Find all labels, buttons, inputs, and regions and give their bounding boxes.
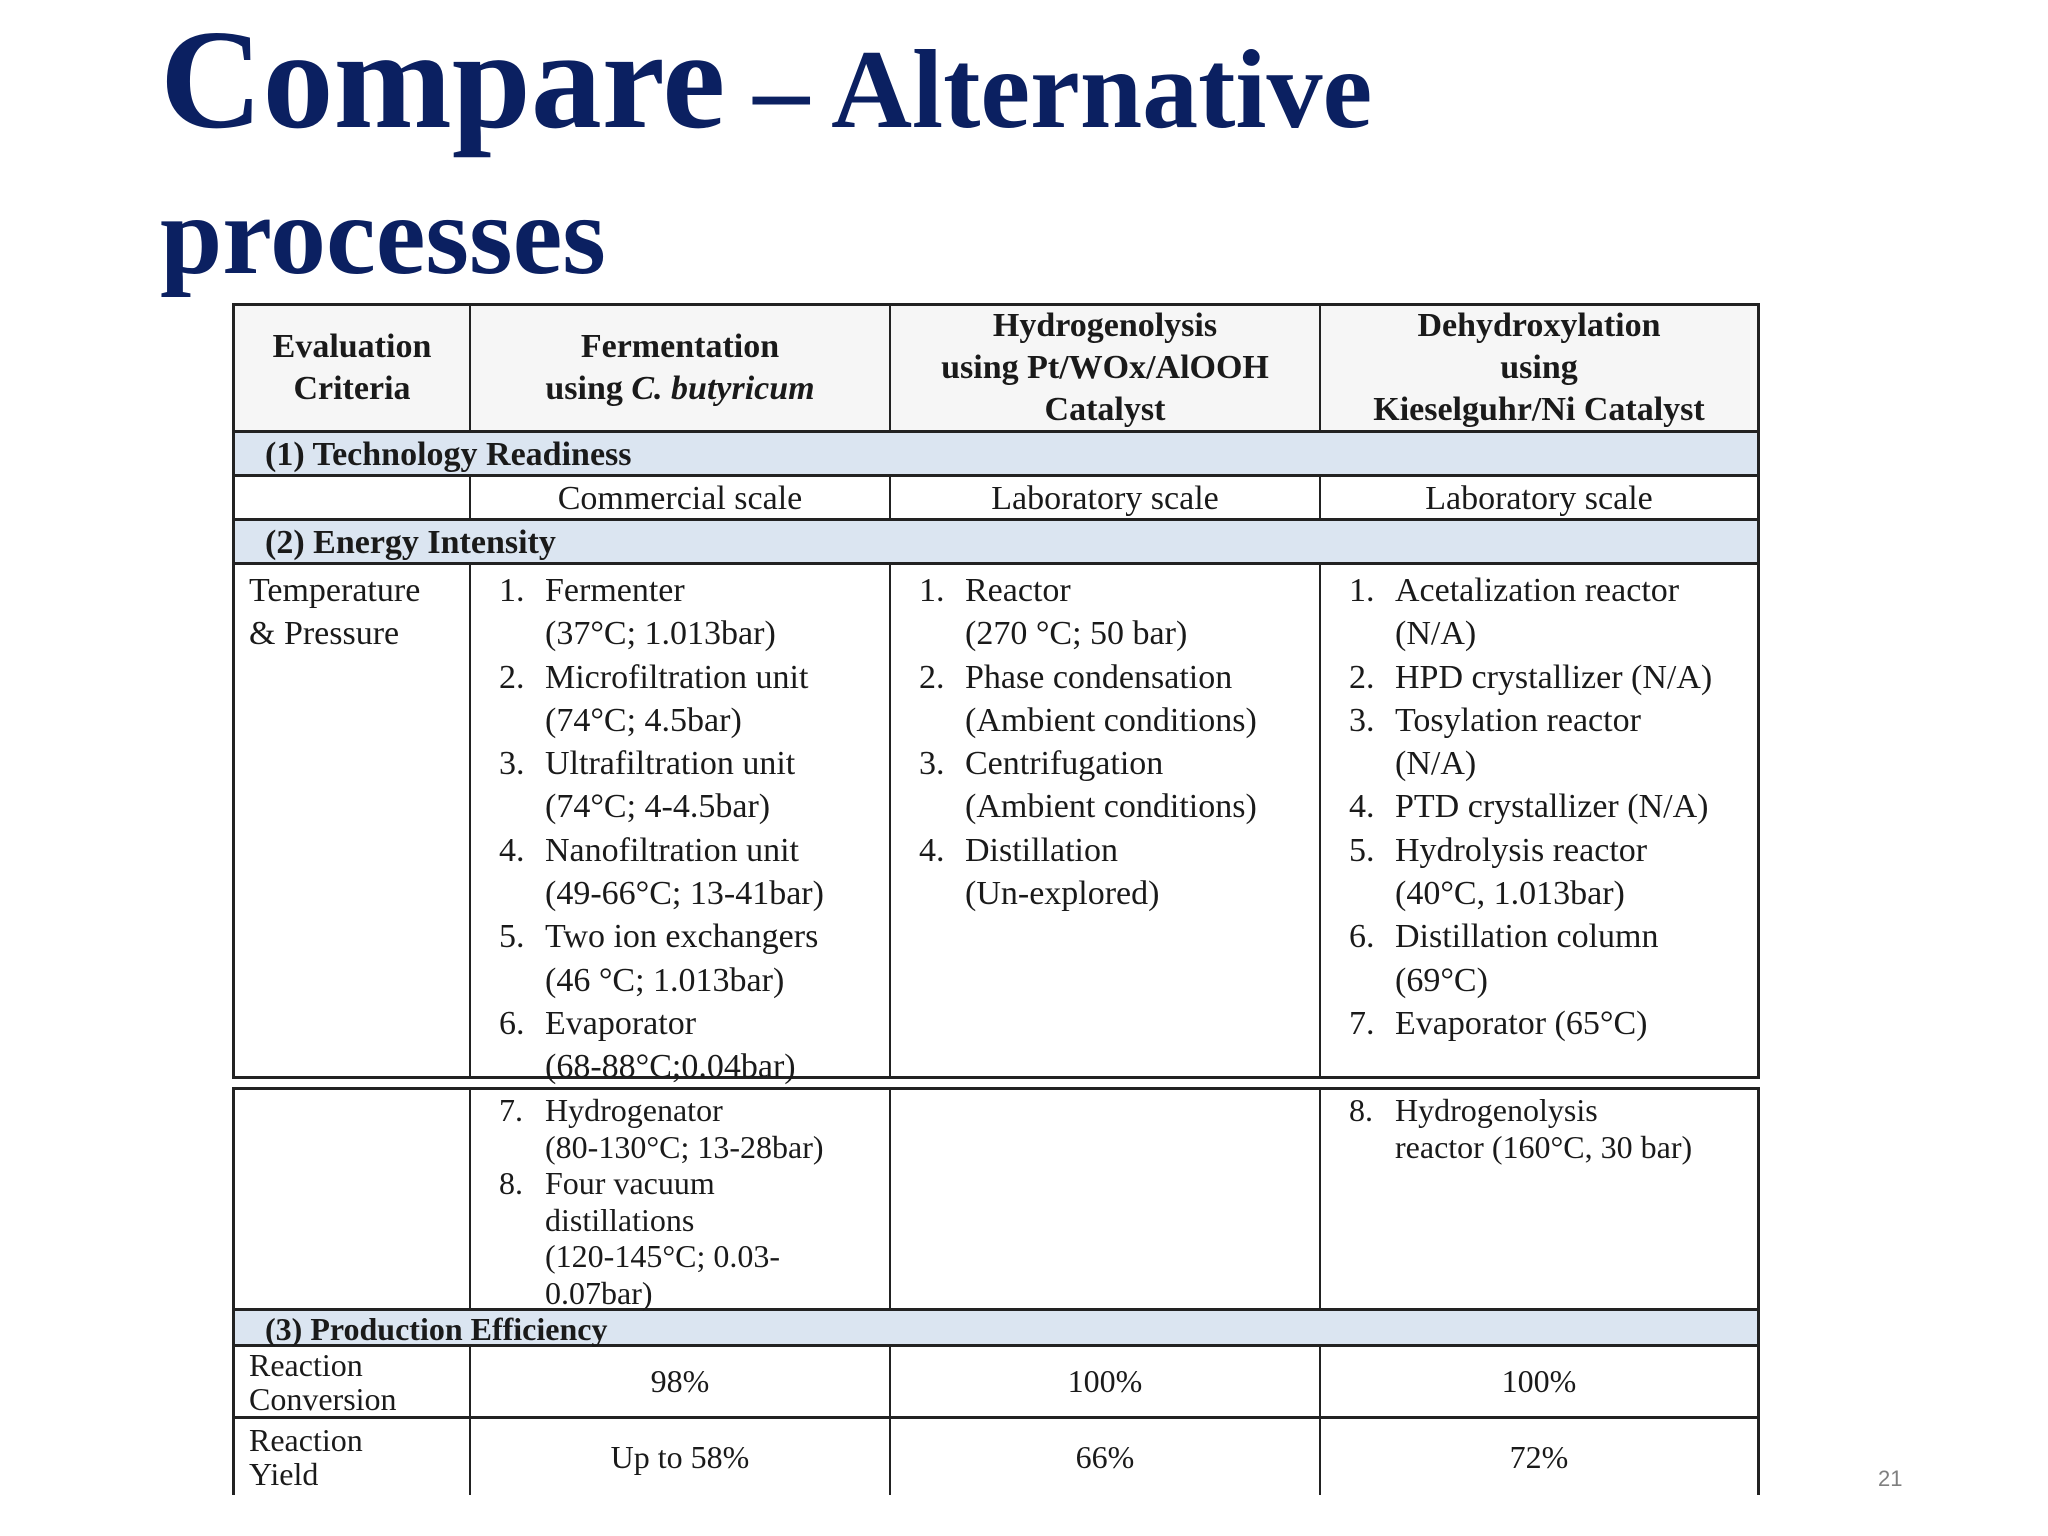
fermentation-steps-list [471, 569, 889, 1089]
list-item-line: (80-130°C; 13-28bar) [545, 1128, 824, 1165]
list-item-step: Evaporator [545, 1004, 697, 1042]
comparison-table [232, 303, 1760, 1495]
dehydroxylation-step [1349, 1002, 1757, 1045]
header-hydrogenolysis-line1: Hydrogenolysis [992, 307, 1218, 344]
list-item-number: 1. [1349, 572, 1375, 609]
header-dehydroxylation-line1: Dehydroxylation [1417, 307, 1661, 344]
list-item-text [1395, 785, 1708, 828]
header-dehydroxylation-line3: Kieselguhr/Ni Catalyst [1373, 391, 1705, 428]
list-item-text [1395, 699, 1641, 786]
list-item-text [965, 829, 1159, 916]
list-item-conditions: (68-88°C;0.04bar) [545, 1048, 796, 1086]
fermentation-steps-list-continued [471, 1092, 889, 1311]
list-item-text [965, 656, 1257, 743]
list-item-conditions: (40°C, 1.013bar) [1395, 875, 1625, 913]
list-item-text [545, 569, 776, 656]
fermentation-step [499, 656, 889, 743]
list-item-step: Tosylation reactor [1395, 701, 1641, 739]
list-item-number: 7. [1349, 1004, 1375, 1042]
list-item-number: 3. [499, 745, 525, 783]
fermentation-step [499, 829, 889, 916]
fermentation-step [499, 569, 889, 656]
fermentation-step [499, 1165, 889, 1311]
table-row-technology-readiness [232, 477, 1760, 521]
eic-fermentation-cell [471, 1090, 891, 1311]
list-item-number: 1. [919, 572, 945, 609]
list-item-line: 0.07bar) [545, 1274, 653, 1311]
list-item-number: 1. [499, 572, 525, 609]
header-criteria-line2: Criteria [293, 370, 411, 407]
dehydroxylation-step [1349, 569, 1757, 656]
header-fermentation-organism: C. butyricum [631, 370, 815, 407]
yield-hydrogenolysis-cell: 66% [891, 1419, 1321, 1495]
fermentation-step [499, 742, 889, 829]
yield-fermentation-cell: Up to 58% [471, 1419, 891, 1495]
list-item-step: Nanofiltration unit [545, 831, 800, 869]
dehydroxylation-steps-list-continued [1321, 1092, 1757, 1165]
list-item-conditions: (46 °C; 1.013bar) [545, 961, 785, 999]
conversion-criteria-cell [235, 1347, 471, 1416]
ei-criteria-cell [235, 565, 471, 1076]
list-item-number: 2. [919, 658, 945, 696]
list-item-conditions: (49-66°C; 13-41bar) [545, 875, 824, 913]
section-production-efficiency: (3) Production Efficiency [232, 1311, 1760, 1347]
list-item-conditions: (37°C; 1.013bar) [545, 615, 776, 653]
yield-dehydroxylation-cell: 72% [1509, 1438, 1569, 1475]
hydrogenolysis-step [919, 656, 1319, 743]
list-item-number: 2. [499, 658, 525, 696]
list-item-step: Distillation column [1395, 918, 1659, 956]
table-row-reaction-yield [232, 1419, 1760, 1495]
list-item-conditions: (Un-explored) [965, 875, 1160, 913]
hydrogenolysis-steps-list [891, 569, 1319, 915]
ei-fermentation-cell [471, 565, 891, 1086]
list-item-number: 6. [1349, 918, 1375, 956]
ei-criteria-line1: Temperature [249, 572, 421, 609]
title-alternative: Alternative [831, 28, 1373, 152]
list-item-text [965, 569, 1187, 656]
list-item-line: Hydrogenolysis [1395, 1092, 1598, 1128]
list-item-number: 5. [1349, 831, 1375, 869]
list-item-text [1395, 569, 1679, 656]
list-item-line: Hydrogenator [545, 1092, 723, 1128]
eic-dehydroxylation-cell [1321, 1090, 1757, 1308]
dehydroxylation-step [1349, 785, 1757, 828]
table-row-energy-intensity-continued [232, 1087, 1760, 1311]
conversion-criteria-line1: Reaction [249, 1346, 363, 1383]
list-item-number: 4. [919, 831, 945, 869]
list-item-number: 4. [499, 831, 525, 869]
list-item-number: 2. [1349, 658, 1375, 696]
page-number: 21 [1878, 1466, 1903, 1491]
header-fermentation [471, 306, 891, 430]
dehydroxylation-step [1349, 656, 1757, 699]
header-hydrogenolysis [891, 306, 1321, 430]
list-item-number: 3. [919, 745, 945, 783]
tr-hydrogenolysis-cell: Laboratory scale [891, 477, 1321, 518]
list-item-line: (120-145°C; 0.03- [545, 1238, 780, 1274]
list-item-conditions: (74°C; 4-4.5bar) [545, 788, 771, 826]
ei-dehydroxylation-cell [1321, 565, 1757, 1076]
dehydroxylation-steps-list [1321, 569, 1757, 1045]
header-fermentation-line2: using [545, 370, 632, 407]
tr-dehydroxylation-cell: Laboratory scale [1425, 480, 1653, 517]
list-item-step: HPD crystallizer (N/A) [1395, 658, 1713, 696]
list-item-conditions: (270 °C; 50 bar) [965, 615, 1188, 653]
hydrogenolysis-step [919, 742, 1319, 829]
list-item-conditions: (69°C) [1395, 961, 1488, 999]
list-item-number: 3. [1349, 701, 1375, 739]
list-item-text [545, 915, 818, 1002]
eic-criteria-cell [235, 1090, 471, 1308]
header-criteria [235, 306, 471, 430]
list-item-step: Evaporator (65°C) [1395, 1004, 1648, 1042]
title-compare: Compare [160, 0, 726, 158]
list-item-number: 8. [1349, 1092, 1373, 1128]
ei-criteria-line2: & Pressure [249, 615, 400, 653]
list-item-text [545, 1002, 796, 1089]
hydrogenolysis-step [919, 829, 1319, 916]
hydrogenolysis-step [919, 569, 1319, 656]
list-item-step: Ultrafiltration unit [545, 745, 796, 783]
dehydroxylation-step [1349, 915, 1757, 1002]
list-item-conditions: (74°C; 4.5bar) [545, 701, 742, 739]
yield-criteria-line2: Yield [249, 1456, 319, 1492]
list-item-step: Reactor [965, 572, 1071, 609]
fermentation-step [499, 1002, 889, 1089]
yield-criteria-cell [235, 1419, 471, 1495]
list-item-step: Distillation [965, 831, 1118, 869]
list-item-conditions: (N/A) [1395, 615, 1477, 653]
list-item-line: distillations [545, 1201, 695, 1238]
table-row-energy-intensity [232, 565, 1760, 1086]
table-header-row [232, 303, 1760, 433]
conversion-hydrogenolysis-cell: 100% [891, 1347, 1321, 1416]
ei-hydrogenolysis-cell [891, 565, 1321, 1076]
title-dash: – [725, 28, 832, 152]
list-item-conditions: (N/A) [1395, 745, 1477, 783]
list-item-text [1395, 1092, 1692, 1165]
list-item-text [1395, 829, 1647, 916]
slide-title-line1 [160, 0, 1373, 158]
dehydroxylation-step [1349, 1092, 1757, 1165]
list-item-text [1395, 915, 1658, 1002]
section-technology-readiness: (1) Technology Readiness [232, 433, 1760, 477]
list-item-step: Fermenter [545, 572, 685, 609]
table-row-reaction-conversion [232, 1347, 1760, 1419]
list-item-step: Two ion exchangers [545, 918, 819, 956]
list-item-text [545, 829, 824, 916]
list-item-number: 8. [499, 1165, 523, 1201]
list-item-step: Microfiltration unit [545, 658, 809, 696]
dehydroxylation-step [1349, 829, 1757, 916]
list-item-text [1395, 1002, 1647, 1045]
conversion-fermentation-cell: 98% [471, 1347, 891, 1416]
header-dehydroxylation [1321, 306, 1757, 430]
list-item-text [545, 1165, 780, 1311]
yield-criteria-line1: Reaction [249, 1422, 363, 1458]
list-item-number: 4. [1349, 788, 1375, 826]
list-item-text [545, 1092, 824, 1165]
tr-criteria-cell [235, 477, 471, 518]
slide-title-line2: processes [160, 174, 606, 298]
list-item-step: Phase condensation [965, 658, 1233, 696]
section-energy-intensity: (2) Energy Intensity [232, 521, 1760, 565]
list-item-text [545, 656, 808, 743]
header-dehydroxylation-line2: using [1500, 349, 1578, 386]
list-item-step: Acetalization reactor [1395, 572, 1680, 609]
list-item-number: 6. [499, 1004, 525, 1042]
list-item-number: 7. [499, 1092, 523, 1128]
list-item-step: PTD crystallizer (N/A) [1395, 788, 1709, 826]
conversion-criteria-line2: Conversion [249, 1380, 397, 1417]
list-item-conditions: (Ambient conditions) [965, 701, 1257, 739]
list-item-text [545, 742, 795, 829]
list-item-text [1395, 656, 1712, 699]
list-item-step: Centrifugation [965, 745, 1164, 783]
header-hydrogenolysis-line2: using Pt/WOx/AlOOH [941, 349, 1269, 386]
conversion-dehydroxylation-cell: 100% [1501, 1363, 1577, 1399]
header-criteria-line1: Evaluation [272, 328, 432, 365]
list-item-number: 5. [499, 918, 525, 956]
fermentation-step [499, 915, 889, 1002]
header-hydrogenolysis-line3: Catalyst [1044, 391, 1166, 428]
eic-hydrogenolysis-cell [891, 1090, 1321, 1308]
list-item-step: Hydrolysis reactor [1395, 831, 1648, 869]
list-item-conditions: (Ambient conditions) [965, 788, 1257, 826]
fermentation-step [499, 1092, 889, 1165]
list-item-line: Four vacuum [545, 1165, 715, 1201]
list-item-line: reactor (160°C, 30 bar) [1395, 1128, 1693, 1165]
list-item-text [965, 742, 1257, 829]
header-fermentation-line1: Fermentation [580, 328, 780, 365]
dehydroxylation-step [1349, 699, 1757, 786]
tr-fermentation-cell: Commercial scale [471, 477, 891, 518]
